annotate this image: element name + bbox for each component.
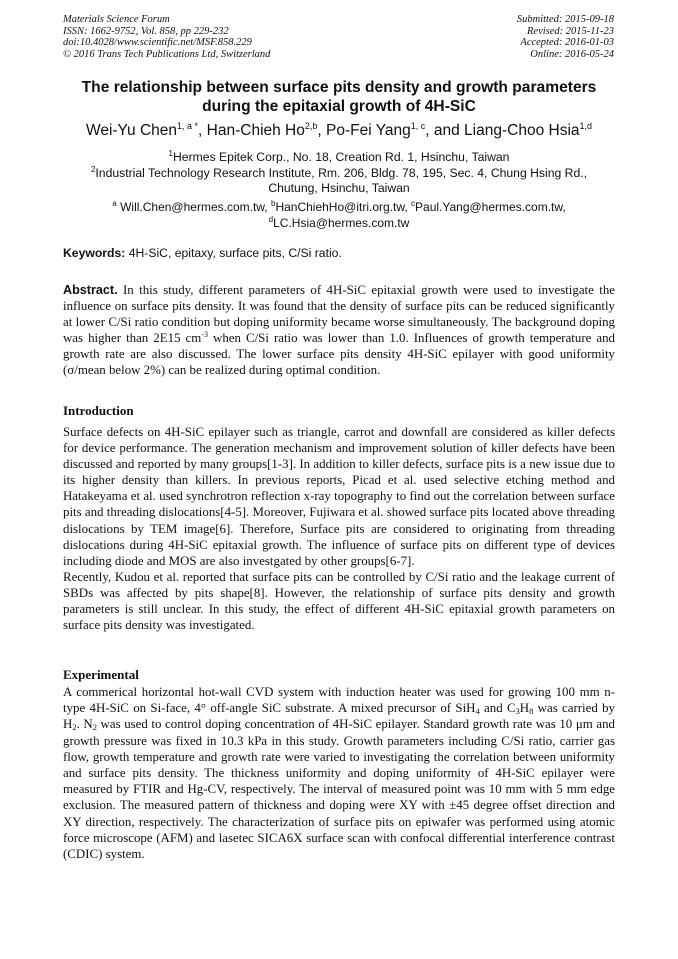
email-line-2 xyxy=(60,216,618,232)
exp-text: and C xyxy=(479,701,516,716)
copyright: © 2016 Trans Tech Publications Ltd, Switzerland xyxy=(63,48,271,60)
experimental-paragraph xyxy=(63,684,615,862)
author-name: Han-Chieh Ho xyxy=(206,122,305,139)
affiliation-1 xyxy=(60,150,618,166)
author-list xyxy=(20,121,658,141)
issn: ISSN: 1662-9752, Vol. 858, pp 229-232 xyxy=(63,25,229,37)
keywords xyxy=(63,246,342,260)
email-link[interactable]: HanChiehHo@itri.org.tw, xyxy=(275,200,408,214)
affiliations xyxy=(60,150,618,197)
exp-text: was carried by H xyxy=(63,701,615,732)
abstract-label: Abstract. xyxy=(63,283,118,297)
author-sup: 2,b xyxy=(304,121,318,131)
abstract-text: In this study, different parameters of 4H-SiC epitaxial growth were used to investigate the influence on surface pits density. It was found that the density of surface pits can be reduced significantly at lower C/Si ratio condition but doping uniformity became worse simultaneously. The background doping was higher than 2E15 cm xyxy=(63,283,615,346)
email-link[interactable]: Paul.Yang@hermes.com.tw, xyxy=(415,200,566,214)
affiliation-2-cont: Chutung, Hsinchu, Taiwan xyxy=(268,181,410,196)
author-sup: 1, c xyxy=(410,121,426,131)
journal-name: Materials Science Forum xyxy=(63,14,170,25)
online-date: Online: 2016-05-24 xyxy=(530,48,614,60)
author-sep: , and xyxy=(425,122,465,139)
introduction-heading: Introduction xyxy=(63,403,134,418)
revised-date: Revised: 2015-11-23 xyxy=(527,25,614,37)
journal-header-left xyxy=(63,14,270,60)
email-sup: d xyxy=(268,214,274,224)
title-line-2: during the epitaxial growth of 4H-SiC xyxy=(202,98,476,115)
author-sup: 1, a * xyxy=(177,121,199,131)
journal-header-right xyxy=(517,14,614,60)
keywords-text: 4H-SiC, epitaxy, surface pits, C/Si ratio. xyxy=(128,246,342,260)
exp-sub: 8 xyxy=(529,706,534,717)
affiliation-sup: 2 xyxy=(90,164,96,174)
abstract xyxy=(63,282,615,379)
author-sep: , xyxy=(198,122,207,139)
experimental-heading: Experimental xyxy=(63,667,139,682)
abstract-sup: -3 xyxy=(201,330,208,340)
affiliation-sup: 1 xyxy=(168,149,173,158)
abstract-text-cont: when C/Si ratio was lower than 1.0. Influences of growth temperature and growth rate are also discussed. The lower surface pits density 4H-SiC epilayer with good uniformity (σ/mean below 2%) can be realized during optimal condition. xyxy=(63,331,615,378)
doi-link[interactable]: doi:10.4028/www.scientific.net/MSF.858.229 xyxy=(63,37,252,49)
email-line-1 xyxy=(60,200,618,216)
exp-sub: 2 xyxy=(72,722,77,733)
paper-title xyxy=(40,78,638,116)
affiliation-text: Hermes Epitek Corp., No. 18, Creation Rd. 1, Hsinchu, Taiwan xyxy=(173,150,510,164)
experimental xyxy=(63,684,615,862)
author-name: Po-Fei Yang xyxy=(326,122,411,139)
title-line-1: The relationship between surface pits density and growth parameters xyxy=(81,79,597,96)
exp-text: . N xyxy=(76,717,93,732)
exp-sub: 4 xyxy=(475,706,480,717)
intro-paragraph-2: Recently, Kudou et al. reported that surface pits can be controlled by C/Si ratio and the leakage current of SBDs was affected by pits shape[8]. However, the relationship of surface pits density and growth parameters is still unclear. In this study, the effect of different 4H-SiC epitaxial growth parameters on surface pits density was investigated. xyxy=(63,569,615,633)
intro-paragraph-1: Surface defects on 4H-SiC epilayer such as triangle, carrot and downfall are considered as killer defects for device performance. The generation mechanism and improvement solution of killer defects have been discussed and reported by many groups[1-3]. In addition to killer defects, surface pits is a new issue due to its higher density than killers. In previous reports, Picad et al. used selective etching method and Hatakeyama et al. used synchrotron reflection x-ray topography to find out the correlation between surface pits and threading dislocations[4-5]. Moreover, Fujiwara et al. showed surface pits located above threading dislocations by TEM image[6]. Therefore, Surface pits are considered to originating from threading dislocations during 4H-SiC epitaxial growth. The influence of surface pits on different type of devices including diode and MOS are also investgated by other groups[6-7]. xyxy=(63,425,615,568)
exp-sub: 3 xyxy=(515,706,520,717)
email-sup: b xyxy=(270,199,276,208)
accepted-date: Accepted: 2016-01-03 xyxy=(520,37,614,49)
submitted-date: Submitted: 2015-09-18 xyxy=(516,14,614,25)
author-sup: 1,d xyxy=(579,121,593,131)
email-link[interactable]: LC.Hsia@hermes.com.tw xyxy=(273,215,410,230)
email-sup: a xyxy=(112,199,117,208)
exp-text: A commerical horizontal hot-wall CVD system with induction heater was used for growing 100 mm n-type 4H-SiC on Si-face, 4° off-angle SiC substrate. A mixed precursor of SiH xyxy=(63,685,615,716)
author-name: Wei-Yu Chen xyxy=(85,122,178,139)
author-emails xyxy=(60,200,618,231)
email-sup: c xyxy=(411,199,416,208)
abstract-paragraph xyxy=(63,282,615,379)
author-name: Liang-Choo Hsia xyxy=(464,122,580,139)
keywords-label: Keywords: xyxy=(63,246,126,260)
author-sep: , xyxy=(317,122,327,139)
exp-text: was used to control doping concentration of 4H-SiC epilayer. Standard growth rate was 10 μm and growth pressure was fixed in 10.3 kPa in this study. Growth parameters including C/Si ratio, carrier gas flow, growth temperature and growth rate were varied to investigating the correlation between uniformity and surface pits density. The thickness uniformity and doping uniformity of 4H-SiC epilayer were measured by FTIR and Hg-CV, respectively. The interval of measured point was 10 mm with 5 mm edge exclusion. The measured pattern of thickness and doping were XY with ±45 degree offset direction and XY direction, respectively. The characterization of surface pits on epiwafer was performed using atomic force microscope (AFM) and lasetec SICA6X surface scan with confocal differential interference contrast (CDIC) system. xyxy=(63,717,615,862)
exp-text: H xyxy=(519,701,530,716)
email-link[interactable]: Will.Chen@hermes.com.tw, xyxy=(120,200,268,214)
affiliation-text: Industrial Technology Research Institute, Rm. 206, Bldg. 78, 195, Sec. 4, Chung Hsing Rd., xyxy=(95,165,588,180)
affiliation-2 xyxy=(60,166,618,182)
exp-sub: 2 xyxy=(92,722,97,733)
introduction xyxy=(63,424,615,633)
